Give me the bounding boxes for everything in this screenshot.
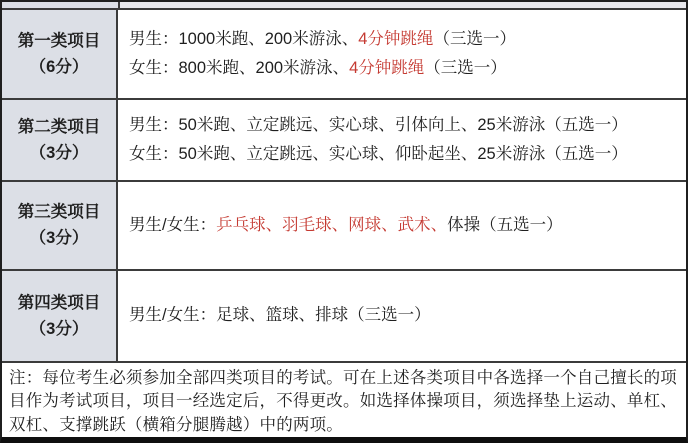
items-cell xyxy=(118,100,686,180)
category-cell xyxy=(2,271,118,361)
highlighted-item-text: 乒乓球、羽毛球、网球、武术、 xyxy=(216,215,448,234)
item-text: （三选一） xyxy=(433,29,516,48)
item-text: 女生：50米跑、立定跳远、实心球、仰卧起坐、25米游泳（五选一） xyxy=(129,144,628,163)
item-text: 男生/女生： xyxy=(129,215,217,234)
items-line-girls xyxy=(129,54,678,83)
item-text: 男生：50米跑、立定跳远、实心球、引体向上、25米游泳（五选一） xyxy=(129,115,628,134)
exam-note: 注：每位考生必须参加全部四类项目的考试。可在上述各类项目中各选择一个自己擅长的项目作为考试项目，项目一经选定后，不得更改。如选择体操项目，须选择垫上运动、单杠、双杠、支撑跳跃（横箱分腿腾越）中的两项。 xyxy=(2,363,686,438)
highlighted-item-text: 4分钟跳绳 xyxy=(349,58,425,77)
category-cell xyxy=(2,10,118,98)
category-name: 第三类项目 xyxy=(17,203,101,222)
category-points: （3分） xyxy=(29,229,89,248)
table-row-category-2 xyxy=(2,100,686,182)
item-text: 体操（五选一） xyxy=(447,215,563,234)
items-line-boys xyxy=(129,111,678,140)
category-cell xyxy=(2,100,118,180)
item-text: 男生/女生：足球、篮球、排球（三选一） xyxy=(129,306,431,325)
items-line-boys xyxy=(129,25,678,54)
items-cell xyxy=(118,271,686,361)
table-row-category-1 xyxy=(2,10,686,100)
category-points: （3分） xyxy=(29,143,89,162)
category-points: （6分） xyxy=(29,57,89,76)
category-points: （3分） xyxy=(29,319,89,338)
category-cell xyxy=(2,182,118,269)
items-line-girls xyxy=(129,140,678,169)
category-name: 第二类项目 xyxy=(17,117,101,136)
items-line-both xyxy=(129,211,678,240)
items-line-both xyxy=(129,301,678,330)
highlighted-item-text: 4分钟跳绳 xyxy=(358,29,434,48)
cropped-header-left-cell xyxy=(2,2,120,8)
category-name: 第一类项目 xyxy=(17,31,101,50)
cropped-header-row xyxy=(2,2,686,10)
item-text: 男生：1000米跑、200米游泳、 xyxy=(129,29,359,48)
table-row-category-4 xyxy=(2,271,686,363)
table-row-category-3 xyxy=(2,182,686,271)
category-name: 第四类项目 xyxy=(17,293,101,312)
items-cell xyxy=(118,10,686,98)
item-text: 女生：800米跑、200米游泳、 xyxy=(129,58,350,77)
items-cell xyxy=(118,182,686,269)
cropped-header-right-cell xyxy=(120,2,686,8)
item-text: （三选一） xyxy=(424,58,507,77)
